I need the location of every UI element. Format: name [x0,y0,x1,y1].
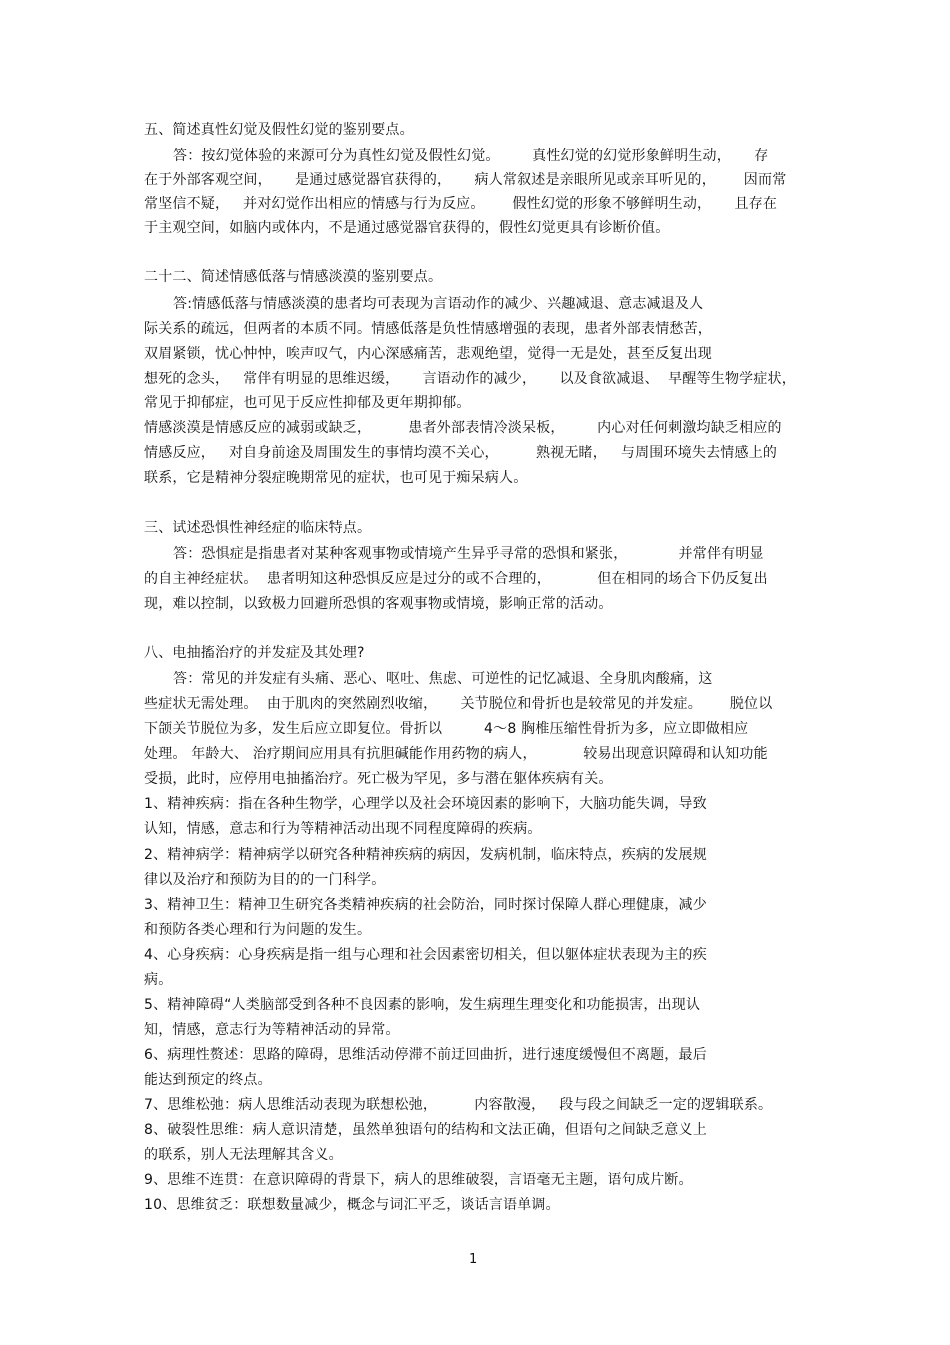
answer-line: 于主观空间，如脑内或体内，不是通过感觉器官获得的，假性幻觉更具有诊断价值。 [144,220,670,236]
definition-line: 9、思维不连贯：在意识障碍的背景下，病人的思维破裂，言语毫无主题，语句成片断。 [144,1172,693,1188]
answer-line: 些症状无需处理。 由于肌肉的突然剧烈收缩， 关节脱位和骨折也是较常见的并发症。 脱位以 [144,696,773,712]
answer-line: 答：恐惧症是指患者对某种客观事物或情境产生异乎寻常的恐惧和紧张， 并常伴有明显 [173,546,764,562]
answer-line: 下颌关节脱位为多，发生后应立即复位。骨折以 4～8 胸椎压缩性骨折为多，应立即做相应 [144,721,749,737]
answer-line: 际关系的疏远，但两者的本质不同。情感低落是负性情感增强的表现，患者外部表情愁苦， [144,321,712,337]
definition-line: 5、精神障碍“人类脑部受到各种不良因素的影响，发生病理生理变化和功能损害，出现认 [144,997,701,1013]
definition-line: 的联系，别人无法理解其含义。 [144,1147,343,1163]
heading-q22: 二十二、简述情感低落与情感淡漠的鉴别要点。 [144,269,443,285]
definition-line: 1、精神疾病：指在各种生物学，心理学以及社会环境因素的影响下，大脑功能失调，导致 [144,796,707,812]
definition-line: 2、精神病学：精神病学以研究各种精神疾病的病因，发病机制，临床特点，疾病的发展规 [144,847,707,863]
page-number: 1 [469,1252,478,1267]
heading-q3: 三、试述恐惧性神经症的临床特点。 [144,520,372,536]
answer-line: 联系，它是精神分裂症晚期常见的症状，也可见于痴呆病人。 [144,470,528,486]
answer-line: 常坚信不疑， 并对幻觉作出相应的情感与行为反应。 假性幻觉的形象不够鲜明生动， 且存在 [144,196,778,212]
definition-line: 7、思维松弛：病人思维活动表现为联想松弛， 内容散漫， 段与段之间缺乏一定的逻辑联系。 [144,1097,773,1113]
answer-line: 双眉紧锁，忧心忡忡，唉声叹气，内心深感痛苦，悲观绝望，觉得一无是处，甚至反复出现 [144,346,712,362]
heading-q8: 八、电抽搐治疗的并发症及其处理? [144,645,365,661]
definition-line: 病。 [144,972,173,988]
definition-line: 3、精神卫生：精神卫生研究各类精神疾病的社会防治，同时探讨保障人群心理健康，减少 [144,897,707,913]
definition-line: 律以及治疗和预防为目的的一门科学。 [144,872,386,888]
answer-line: 答:情感低落与情感淡漠的患者均可表现为言语动作的减少、兴趣减退、意志减退及人 [173,296,704,312]
definition-line: 4、心身疾病：心身疾病是指一组与心理和社会因素密切相关，但以躯体症状表现为主的疾 [144,947,707,963]
definition-line: 能达到预定的终点。 [144,1072,272,1088]
answer-line: 答：按幻觉体验的来源可分为真性幻觉及假性幻觉。 真性幻觉的幻觉形象鲜明生动， 存 [173,148,769,164]
answer-line: 情感反应， 对自身前途及周围发生的事情均漠不关心， 熟视无睹， 与周围环境失去情感上的 [144,445,778,461]
answer-line: 情感淡漠是情感反应的减弱或缺乏， 患者外部表情冷淡呆板， 内心对任何刺激均缺乏相应的 [144,420,782,436]
answer-line: 在于外部客观空间， 是通过感觉器官获得的， 病人常叙述是亲眼所见或亲耳听见的， 因而常 [144,172,787,188]
answer-line: 处理。 年龄大、 治疗期间应用具有抗胆碱能作用药物的病人， 较易出现意识障碍和认知功能 [144,746,768,762]
definition-line: 和预防各类心理和行为问题的发生。 [144,922,372,938]
heading-q5: 五、简述真性幻觉及假性幻觉的鉴别要点。 [144,122,414,138]
definition-line: 6、病理性赘述：思路的障碍，思维活动停滞不前迂回曲折，进行速度缓慢但不离题，最后 [144,1047,707,1063]
definition-line: 认知，情感，意志和行为等精神活动出现不同程度障碍的疾病。 [144,821,542,837]
answer-line: 想死的念头， 常伴有明显的思维迟缓， 言语动作的减少， 以及食欲减退、 早醒等生物学症状， [144,371,796,387]
answer-line: 受损，此时，应停用电抽搐治疗。死亡极为罕见，多与潜在躯体疾病有关。 [144,771,613,787]
definition-line: 8、破裂性思维：病人意识清楚，虽然单独语句的结构和文法正确，但语句之间缺乏意义上 [144,1122,707,1138]
answer-line: 现，难以控制，以致极力回避所恐惧的客观事物或情境，影响正常的活动。 [144,596,613,612]
answer-line: 答：常见的并发症有头痛、恶心、呕吐、焦虑、可逆性的记忆减退、全身肌肉酸痛，这 [173,671,713,687]
answer-line: 的自主神经症状。 患者明知这种恐惧反应是过分的或不合理的， 但在相同的场合下仍反复出 [144,571,768,587]
definition-line: 知，情感，意志行为等精神活动的异常。 [144,1022,400,1038]
definition-line: 10、思维贫乏：联想数量减少，概念与词汇平乏，谈话言语单调。 [144,1197,560,1213]
answer-line: 常见于抑郁症，也可见于反应性抑郁及更年期抑郁。 [144,395,471,411]
